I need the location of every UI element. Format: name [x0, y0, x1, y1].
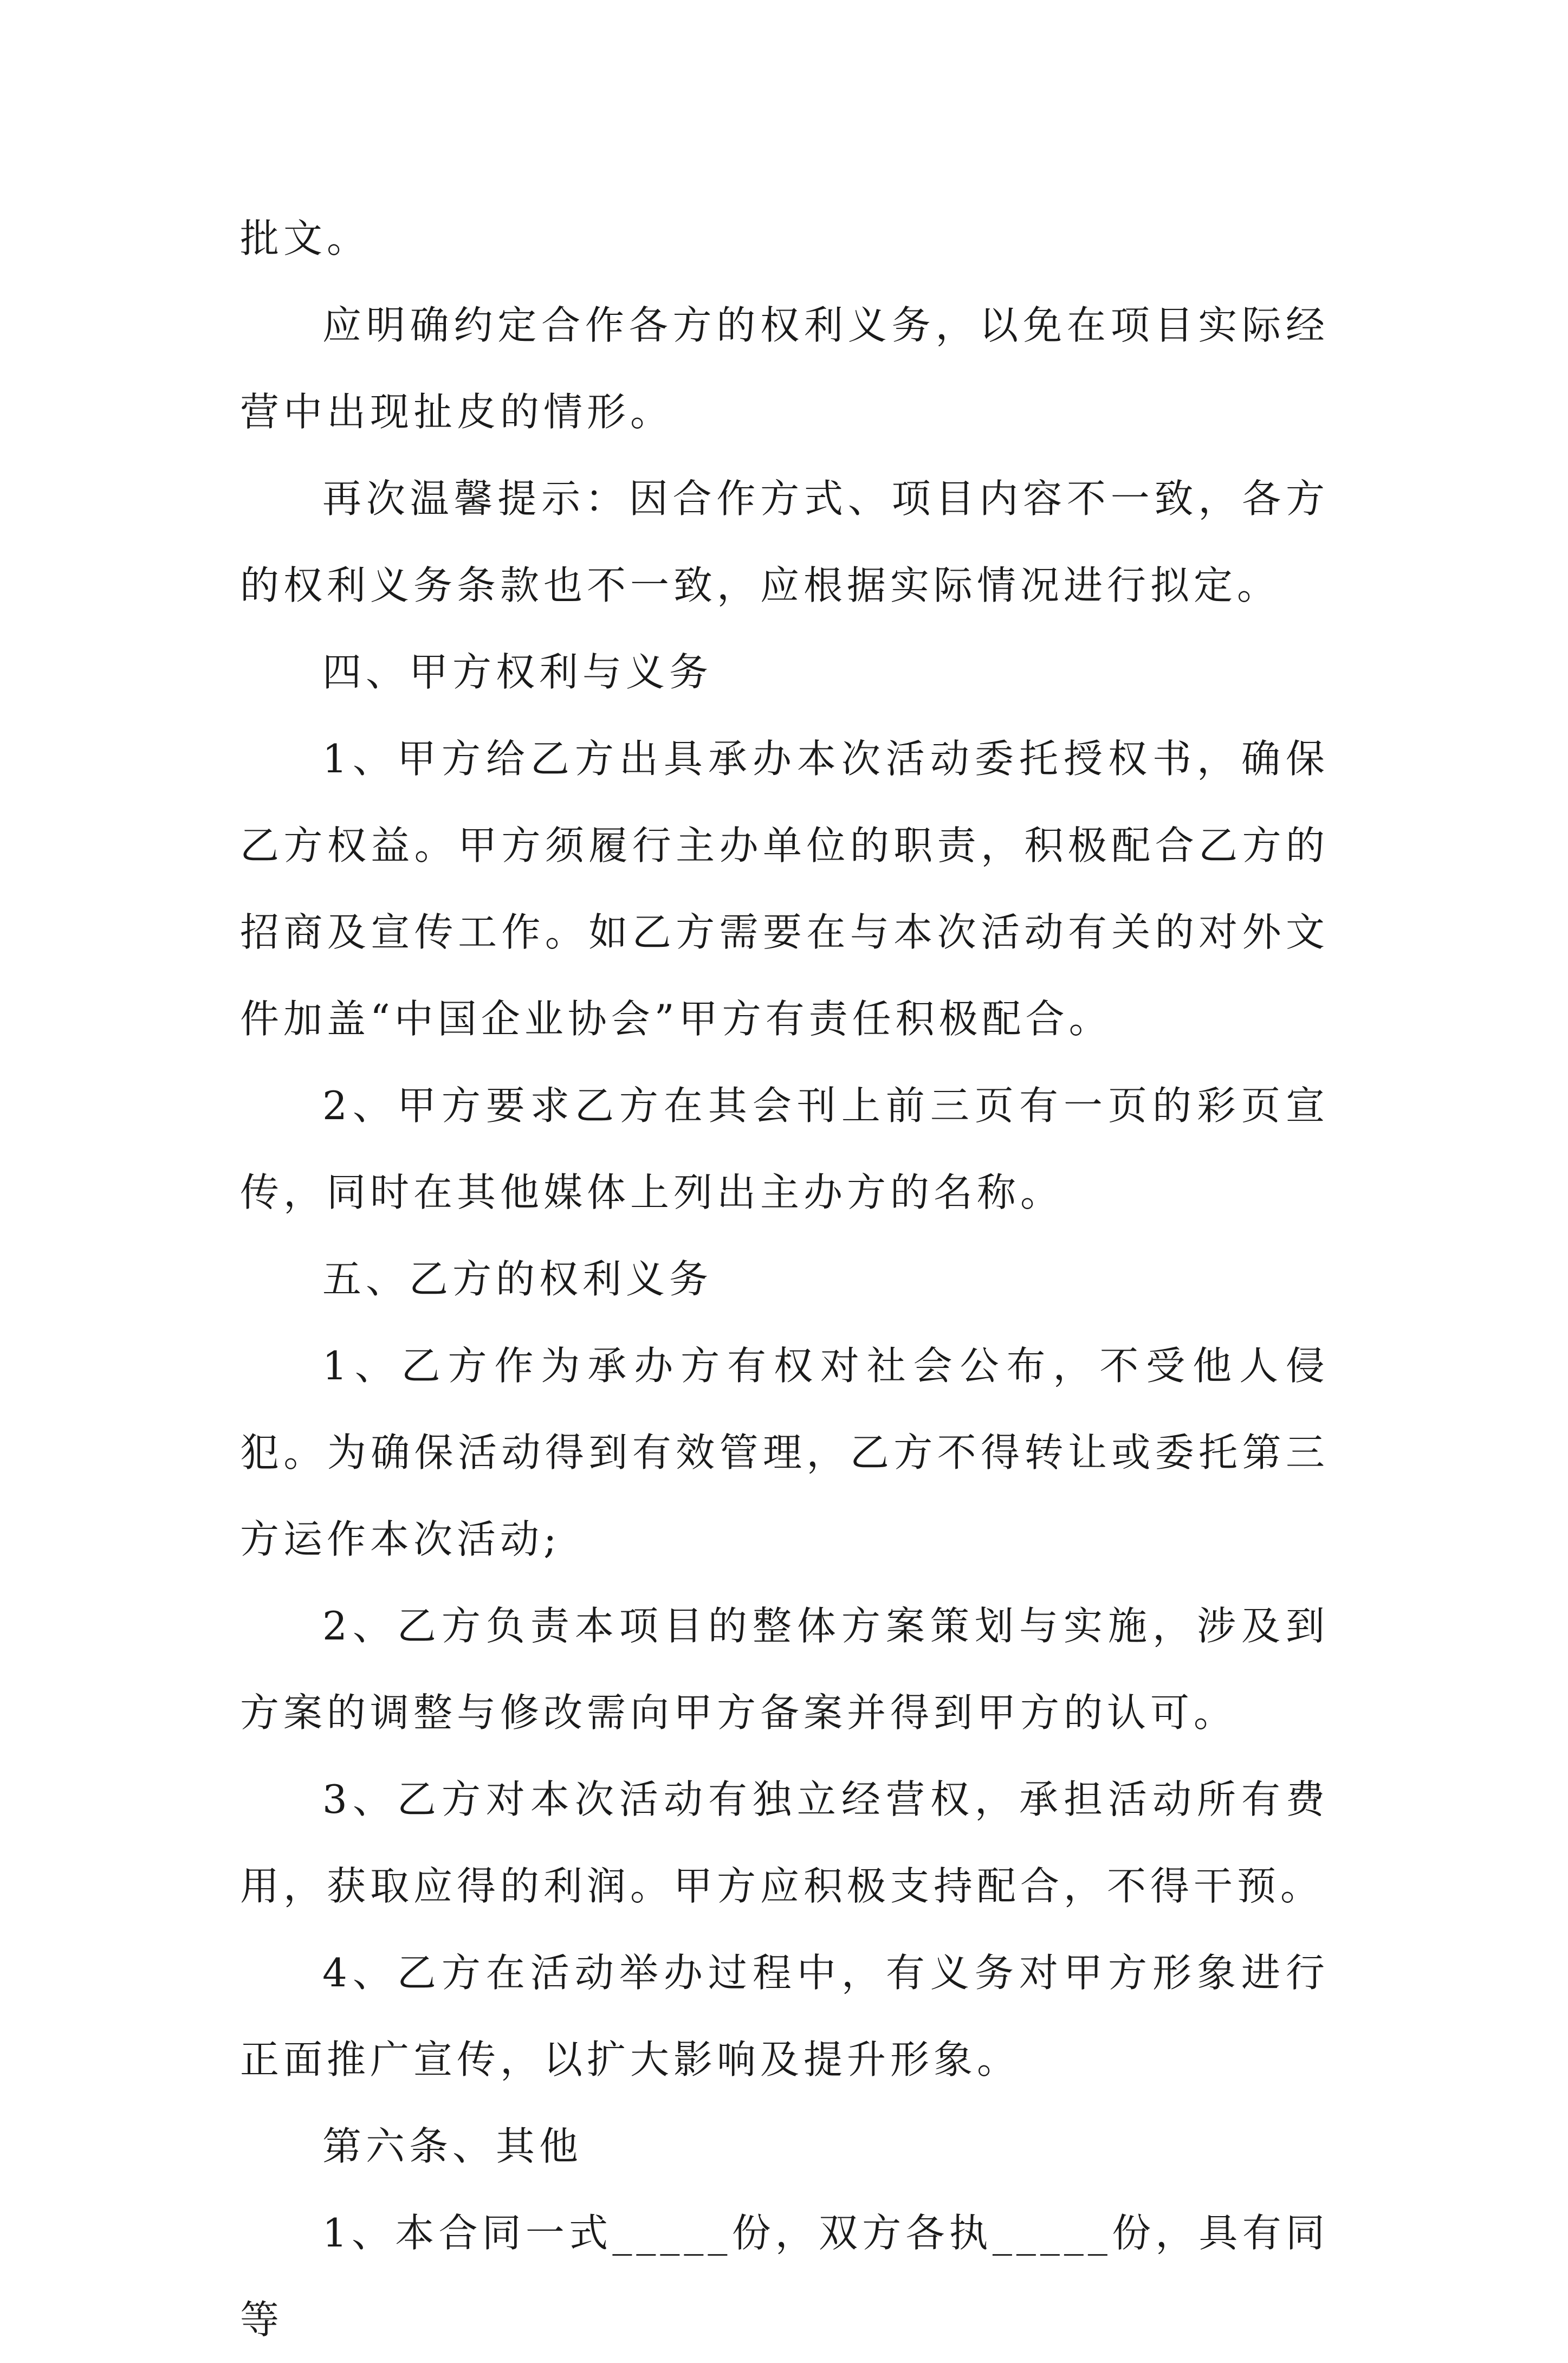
- section-heading-other: 第六条、其他: [322, 2123, 583, 2169]
- clause-party-a-2: 2、甲方要求乙方在其会刊上前三页有一页的彩页宣传，同时在其他媒体上列出主办方的名称。: [240, 1083, 1329, 1215]
- clause-other-1: 1、本合同一式_____份，双方各执_____份，具有同等: [240, 2210, 1329, 2342]
- section-heading-party-a: 四、甲方权利与义务: [322, 649, 713, 695]
- document-body: [240, 195, 1329, 2363]
- section-heading-party-b: 五、乙方的权利义务: [322, 1256, 713, 1302]
- paragraph-rights-obligations-note: 应明确约定合作各方的权利义务，以免在项目实际经营中出现扯皮的情形。: [240, 302, 1329, 435]
- clause-party-b-3: 3、乙方对本次活动有独立经营权，承担活动所有费用，获取应得的利润。甲方应积极支持配合，不得干预。: [240, 1777, 1329, 1909]
- clause-party-b-2: 2、乙方负责本项目的整体方案策划与实施，涉及到方案的调整与修改需向甲方备案并得到甲方的认可。: [240, 1603, 1329, 1735]
- clause-party-b-4: 4、乙方在活动举办过程中，有义务对甲方形象进行正面推广宣传，以扩大影响及提升形象。: [240, 1950, 1329, 2082]
- paragraph-reminder: 再次温馨提示：因合作方式、项目内容不一致，各方的权利义务条款也不一致，应根据实际情况进行拟定。: [240, 476, 1329, 608]
- clause-party-a-1: 1、甲方给乙方出具承办本次活动委托授权书，确保乙方权益。甲方须履行主办单位的职责，积极配合乙方的招商及宣传工作。如乙方需要在与本次活动有关的对外文件加盖“中国企业协会”甲方有责任积极配合。: [240, 736, 1329, 1042]
- clause-party-b-1: 1、乙方作为承办方有权对社会公布，不受他人侵犯。为确保活动得到有效管理，乙方不得转让或委托第三方运作本次活动;: [240, 1343, 1329, 1562]
- paragraph-approval-document: 批文。: [240, 216, 371, 261]
